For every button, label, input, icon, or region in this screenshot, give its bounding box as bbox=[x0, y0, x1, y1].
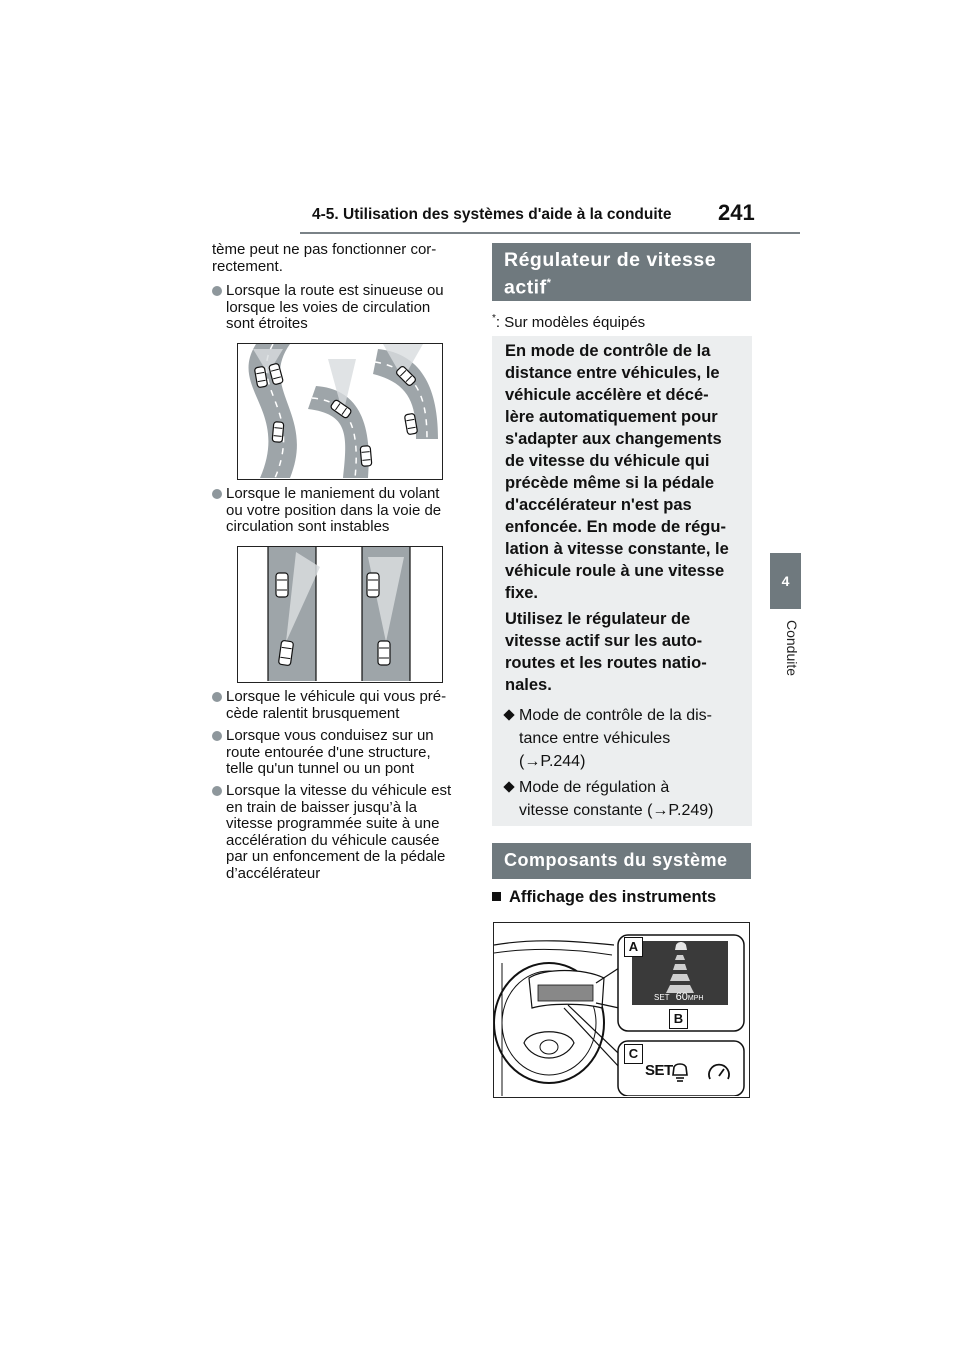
summary-box bbox=[492, 336, 752, 826]
summary-paragraph bbox=[505, 340, 745, 604]
summary-line: véhicule roule à une vitesse bbox=[505, 562, 725, 580]
section-heading-line: Régulateur de vitesse bbox=[504, 249, 717, 271]
subheading-text: Affichage des instruments bbox=[509, 888, 717, 906]
footnote-mark: * bbox=[546, 277, 552, 289]
section-heading-active-cruise bbox=[492, 243, 751, 301]
list-item-line: accélération du véhicule causée bbox=[226, 831, 440, 849]
unstable-lane-illustration bbox=[237, 546, 443, 683]
page-reference-link[interactable]: vitesse constante (→P.249) bbox=[519, 802, 714, 819]
summary-line: fixe. bbox=[505, 584, 539, 602]
footnote-mark: * bbox=[492, 313, 496, 324]
summary-line: distance entre véhicules, le bbox=[505, 364, 720, 382]
list-item-line: d’accélérateur bbox=[226, 864, 321, 882]
bullet-dot bbox=[212, 489, 222, 499]
intro-paragraph bbox=[212, 242, 474, 275]
chapter-tab-label: Conduite bbox=[784, 620, 800, 677]
page-number: 241 bbox=[718, 200, 755, 225]
summary-line: enfoncée. En mode de régu- bbox=[505, 518, 726, 536]
summary-line: Utilisez le régulateur de bbox=[505, 610, 691, 628]
list-item bbox=[212, 283, 476, 333]
display-speed-unit: MPH bbox=[687, 995, 704, 1002]
summary-line: lation à vitesse constante, le bbox=[505, 540, 729, 558]
summary-line: routes et les routes natio- bbox=[505, 654, 707, 672]
winding-road-illustration bbox=[237, 343, 443, 480]
winding-road-svg bbox=[238, 344, 441, 478]
section-heading-line bbox=[504, 272, 751, 300]
list-item bbox=[212, 486, 476, 536]
summary-line: vitesse actif sur les auto- bbox=[505, 632, 703, 650]
instrument-display-illustration bbox=[493, 922, 750, 1098]
list-item-line: Lorsque le maniement du volant bbox=[226, 485, 440, 502]
header-chapter-title: 4-5. Utilisation des systèmes d'aide à la conduite bbox=[312, 206, 672, 223]
bullet-dot bbox=[212, 786, 222, 796]
mode-item-line: Mode de contrôle de la dis- bbox=[519, 707, 712, 724]
mode-item-line: Mode de régulation à bbox=[519, 779, 670, 796]
callout-a: A bbox=[624, 937, 643, 957]
list-item-line: Lorsque vous conduisez sur un bbox=[226, 727, 434, 744]
display-set-label: SET bbox=[654, 993, 670, 1002]
summary-line: précède même si la pédale bbox=[505, 474, 715, 492]
footnote bbox=[492, 313, 645, 331]
header-rule bbox=[300, 232, 800, 234]
section-heading-components: Composants du système bbox=[492, 843, 751, 879]
display-set-speed bbox=[654, 991, 703, 1003]
section-heading-word: actif bbox=[504, 276, 547, 299]
list-item-line: par un enfoncement de la pédale bbox=[226, 848, 446, 865]
summary-line: lère automatiquement pour bbox=[505, 408, 718, 426]
list-item-line: Lorsque le véhicule qui vous pré- bbox=[226, 688, 447, 705]
usage-paragraph bbox=[505, 608, 745, 696]
set-indicator: SET bbox=[645, 1062, 673, 1079]
list-item-line: vitesse programmée suite à une bbox=[226, 815, 440, 832]
summary-line: s'adapter aux changements bbox=[505, 430, 722, 448]
summary-line: En mode de contrôle de la bbox=[505, 342, 711, 360]
list-item-line: en train de baisser jusqu’à la bbox=[226, 798, 417, 816]
list-item bbox=[212, 783, 476, 882]
intro-line: tème peut ne pas fonctionner cor- bbox=[212, 241, 437, 258]
unstable-lane-svg bbox=[238, 547, 441, 681]
summary-line: de vitesse du véhicule qui bbox=[505, 452, 710, 470]
bullet-dot bbox=[212, 731, 222, 741]
footnote-text: : Sur modèles équipés bbox=[495, 314, 646, 331]
list-item-line: telle qu'un tunnel ou un pont bbox=[226, 760, 415, 777]
summary-line: nales. bbox=[505, 676, 552, 694]
list-item-line: cède ralentit brusquement bbox=[226, 704, 400, 722]
list-item bbox=[212, 689, 476, 722]
subheading-instruments bbox=[492, 888, 716, 907]
mode-item-constant-speed bbox=[505, 776, 745, 822]
diamond-bullet-icon bbox=[503, 781, 514, 792]
list-item-line: lorsque les voies de circulation bbox=[226, 298, 431, 316]
list-item-line: route entourée d'une structure, bbox=[226, 743, 431, 761]
mode-item-line: tance entre véhicules bbox=[519, 730, 671, 747]
callout-c: C bbox=[624, 1044, 643, 1064]
list-item-line: circulation sont instables bbox=[226, 518, 390, 535]
intro-line: rectement. bbox=[212, 257, 283, 275]
list-item-line: sont étroites bbox=[226, 315, 308, 332]
page-reference-link[interactable]: (→P.244) bbox=[519, 753, 586, 770]
display-speed-value: 60 bbox=[675, 991, 688, 1003]
diamond-bullet-icon bbox=[503, 709, 514, 720]
list-item-line: Lorsque la route est sinueuse ou bbox=[226, 282, 444, 299]
callout-b: B bbox=[669, 1009, 688, 1029]
list-item-line: ou votre position dans la voie de bbox=[226, 501, 442, 519]
dashboard-svg bbox=[494, 923, 748, 1096]
mode-item-distance bbox=[505, 704, 745, 773]
square-bullet-icon bbox=[492, 892, 501, 901]
summary-line: véhicule accélère et décé- bbox=[505, 386, 709, 404]
list-item bbox=[212, 728, 476, 778]
bullet-dot bbox=[212, 286, 222, 296]
summary-line: d'accélérateur n'est pas bbox=[505, 496, 692, 514]
bullet-dot bbox=[212, 692, 222, 702]
chapter-tab: 4 bbox=[770, 553, 801, 609]
list-item-line: Lorsque la vitesse du véhicule est bbox=[226, 782, 452, 799]
